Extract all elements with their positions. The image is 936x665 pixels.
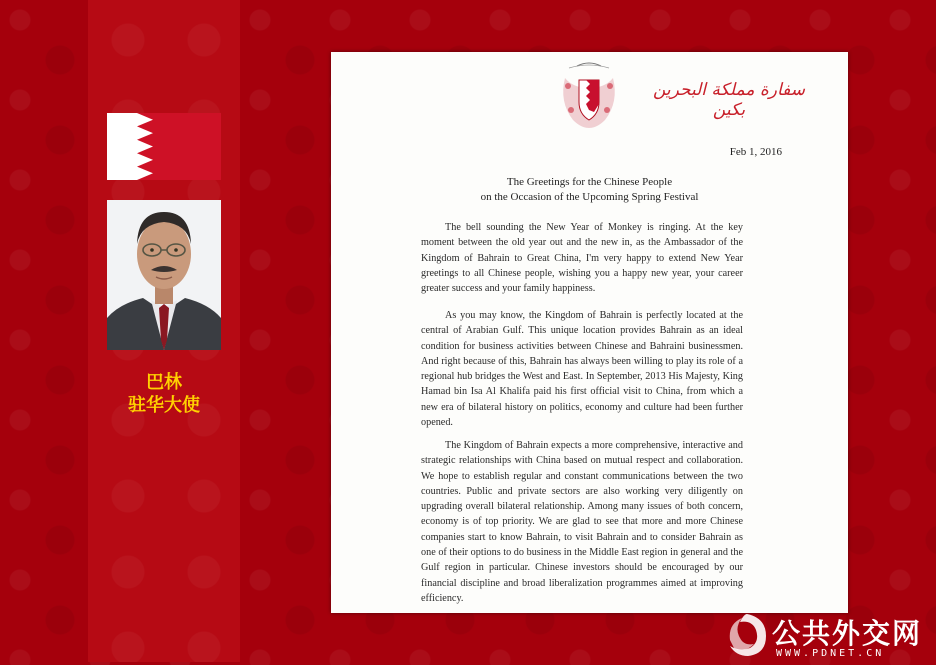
letter-paragraph-3: The Kingdom of Bahrain expects a more comprehensive, interactive and strategic relationships with China based on mutual respect and collaboration. We hope to establish regular and constant communications between the two countries. Public and private sectors are also working very diligently on upgrading overall bilateral relationship. Among many issues of both concern, economy is of top priority. We are glad to see that more and more Chinese companies start to know Bahrain, to visit Bahrain and to consider Bahrain as one of their options to do business in the Middle East region in general and the Gulf region in particular. Chinese investors should be encouraged by our financial discipline and broad liberalization programmes aimed at improving efficiency. <box>421 440 743 604</box>
watermark-url: WWW.PDNET.CN <box>776 648 885 659</box>
letter-title <box>331 175 848 205</box>
embassy-letterhead <box>649 80 809 120</box>
pdnet-logo-icon <box>722 610 772 660</box>
bahrain-emblem-icon <box>559 58 619 130</box>
embassy-name-line2: بكين <box>712 100 746 120</box>
watermark-name: 公共外交网 <box>772 617 923 650</box>
letter-paragraph-2: As you may know, the Kingdom of Bahrain is perfectly located at the central of Arabian Gulf. This unique location provides Bahrain as an ideal condition for business activities between Chinese and Bahraini businessmen. And right because of this, Bahrain has always been willing to play its role of a regional hub bridges the West and East. In September, 2013 His Majesty, King Hamad bin Isa Al Khalifa paid his first official visit to China, from which a new era of bilateral history on politics, economy and culture had been further opened. <box>421 310 743 429</box>
ambassador-caption <box>104 371 224 417</box>
ambassador-name: 巴林 <box>146 372 182 393</box>
letter-date: Feb 1, 2016 <box>729 146 782 158</box>
ambassador-portrait <box>107 200 221 350</box>
letter-document <box>331 52 848 613</box>
ambassador-title: 驻华大使 <box>128 395 200 416</box>
site-watermark <box>718 606 936 662</box>
letter-title-line2: on the Occasion of the Upcoming Spring Festival <box>480 191 699 203</box>
embassy-name-line1: سفارة مملكة البحرين <box>652 80 806 100</box>
letter-paragraph-1: The bell sounding the New Year of Monkey is ringing. At the key moment between the old year out and the new in, as the Ambassador of the Kingdom of Bahrain to Great China, I'm very happy to extend New Year greetings to all Chinese people, wishing you a happy new year, your career greater success and your family happiness. <box>421 222 743 295</box>
bahrain-flag <box>107 113 221 180</box>
letter-title-line1: The Greetings for the Chinese People <box>506 176 673 188</box>
